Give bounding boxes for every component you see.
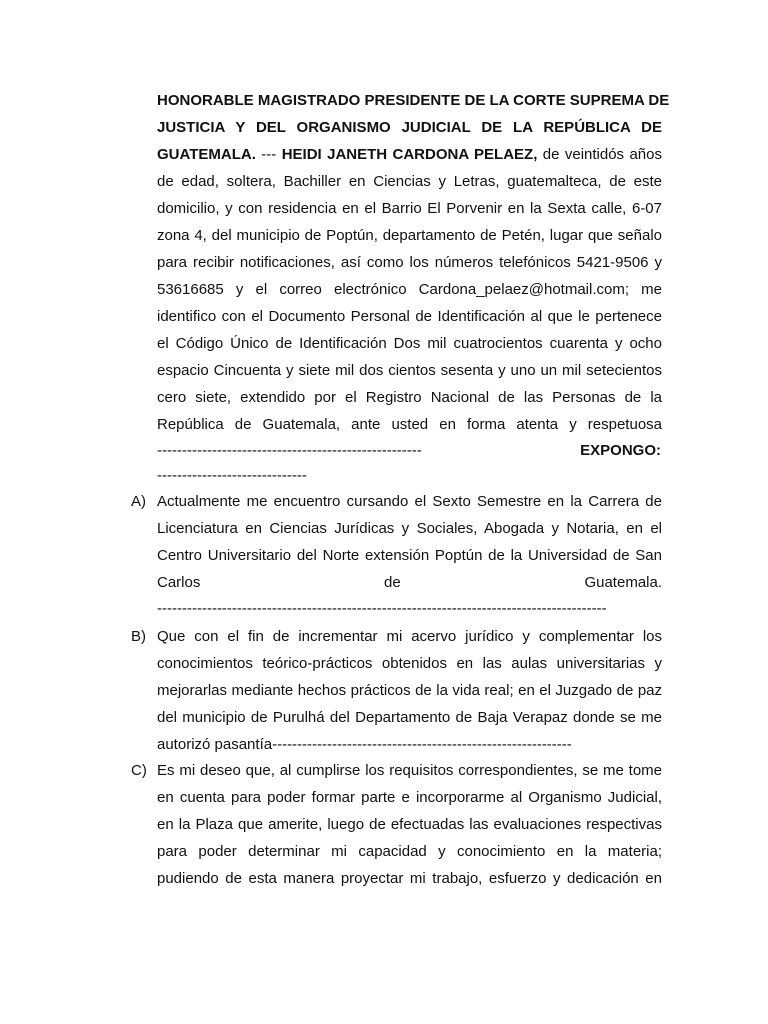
item-c-line: en cuenta para poder formar parte e incorporarme al Organismo Judicial, [157,789,662,806]
item-b-line: del municipio de Purulhá del Departamento de Baja Verapaz donde se me [157,709,662,726]
header-line-2: JUSTICIA Y DEL ORGANISMO JUDICIAL DE LA REPÚBLICA DE [157,119,662,136]
intro-line: espacio Cincuenta y siete mil dos cientos sesenta y uno un mil setecientos [157,362,662,379]
item-b-line: mejorarlas mediante hechos prácticos de la vida real; en el Juzgado de paz [157,682,662,699]
item-a-line: Actualmente me encuentro cursando el Sexto Semestre en la Carrera de [157,493,662,510]
intro-line: el Código Único de Identificación Dos mil cuatrocientos cuarenta y ocho [157,335,662,352]
expongo-dashes: ----------------------------------------------------- [157,442,422,459]
intro-line: República de Guatemala, ante usted en forma atenta y respetuosa [157,416,662,433]
item-a-line: Licenciatura en Ciencias Jurídicas y Sociales, Abogada y Notaria, en el [157,520,662,537]
item-c-line: pudiendo de esta manera proyectar mi trabajo, esfuerzo y dedicación en [157,870,662,887]
intro-line: identifico con el Documento Personal de Identificación al que le pertenece [157,308,662,325]
intro-line: para recibir notificaciones, así como los números telefónicos 5421-9506 y [157,254,662,271]
intro-line: 53616685 y el correo electrónico Cardona_pelaez@hotmail.com; me [157,281,662,298]
header-line-1: HONORABLE MAGISTRADO PRESIDENTE DE LA CORTE SUPREMA DE [157,92,670,109]
expongo-heading: EXPONGO: [580,442,661,459]
header-line-3 [157,146,662,164]
item-marker-c: C) [131,762,147,779]
item-c-line: para poder determinar mi capacidad y conocimiento en la materia; [157,843,662,860]
item-a-dashes: ------------------------------------------------------------------------------------------ [157,600,607,617]
item-b-line: Que con el fin de incrementar mi acervo jurídico y complementar los [157,628,662,645]
item-marker-b: B) [131,628,146,645]
intro-line: de edad, soltera, Bachiller en Ciencias y Letras, guatemalteca, de este [157,173,662,190]
header-separator: --- [255,146,282,163]
intro-line: zona 4, del municipio de Poptún, departamento de Petén, lugar que señalo [157,227,662,244]
item-a-line: Centro Universitario del Norte extensión Poptún de la Universidad de San [157,547,662,564]
petitioner-name: HEIDI JANETH CARDONA PELAEZ, [281,146,538,163]
item-c-line: Es mi deseo que, al cumplirse los requisitos correspondientes, se me tome [157,762,662,779]
intro-line: domicilio, y con residencia en el Barrio El Porvenir en la Sexta calle, 6-07 [157,200,662,217]
item-b-line: conocimientos teórico-prácticos obtenidos en las aulas universitarias y [157,655,662,672]
item-c-line: en la Plaza que amerite, luego de efectuadas las evaluaciones respectivas [157,816,662,833]
header-age: de veintidós años [537,146,662,163]
header-guatemala: GUATEMALA. [157,146,256,163]
item-a-line: Carlos de Guatemala. [157,574,662,591]
item-b-line: autorizó pasantía------------------------------------------------------------ [157,736,572,753]
item-marker-a: A) [131,493,146,510]
expongo-dashes-2: ------------------------------ [157,467,307,484]
intro-line: cero siete, extendido por el Registro Nacional de las Personas de la [157,389,662,406]
